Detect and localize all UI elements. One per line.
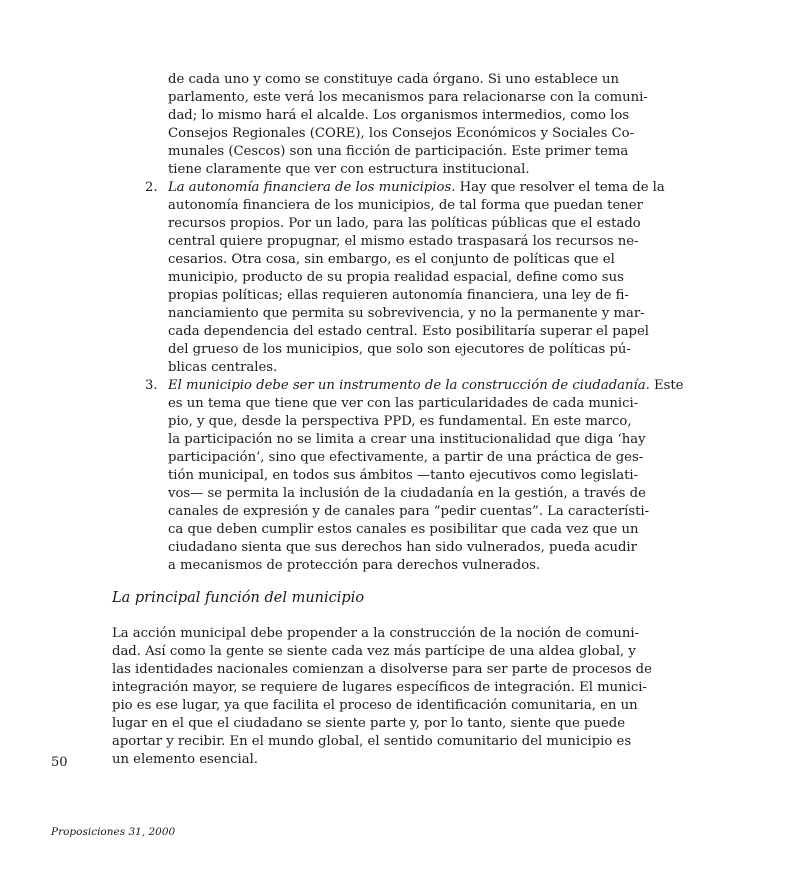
text-line: propias políticas; ellas requieren autonomía financiera, una ley de fi-	[168, 288, 629, 303]
text-line: a mecanismos de protección para derechos vulnerados.	[168, 558, 541, 573]
text-line: autonomía financiera de los municipios, de tal forma que puedan tener	[168, 198, 643, 213]
text-line: ca que deben cumplir estos canales es posibilitar que cada vez que un	[168, 522, 639, 537]
text-line: pio es ese lugar, ya que facilita el proceso de identificación comunitaria, en un	[112, 698, 638, 713]
text-line: ciudadano sienta que sus derechos han sido vulnerados, pueda acudir	[168, 540, 637, 555]
text-line: La acción municipal debe propender a la construcción de la noción de comuni-	[112, 626, 640, 641]
list-number: 2.	[145, 180, 158, 195]
text-line: dad; lo mismo hará el alcalde. Los organismos intermedios, como los	[168, 108, 630, 123]
running-footer: Proposiciones 31, 2000	[51, 826, 176, 838]
text-line: dad. Así como la gente se siente cada vez más partícipe de una aldea global, y	[112, 644, 636, 659]
text-line: aportar y recibir. En el mundo global, el sentido comunitario del municipio es	[112, 734, 632, 749]
list-item-title: El municipio debe ser un instrumento de la construcción de ciudadanía.	[168, 378, 650, 393]
text-line: canales de expresión y de canales para “pedir cuentas”. La característi-	[168, 504, 650, 519]
page-number: 50	[51, 755, 68, 770]
text-line: cesarios. Otra cosa, sin embargo, es el conjunto de políticas que el	[168, 252, 615, 267]
text-line: la participación no se limita a crear una institucionalidad que diga ‘hay	[168, 432, 646, 447]
text-line: tión municipal, en todos sus ámbitos —tanto ejecutivos como legislati-	[168, 468, 639, 483]
list-item-title: La autonomía financiera de los municipios	[168, 180, 452, 195]
text-line: nanciamiento que permita su sobrevivencia, y no la permanente y mar-	[168, 306, 645, 321]
text-line: central quiere propugnar, el mismo estado traspasará los recursos ne-	[168, 234, 639, 249]
text-line: integración mayor, se requiere de lugares específicos de integración. El munici-	[112, 680, 647, 695]
text-line: municipio, producto de su propia realidad espacial, define como sus	[168, 270, 624, 285]
list-item-first-line	[168, 377, 684, 395]
text-line: las identidades nacionales comienzan a disolverse para ser parte de procesos de	[112, 662, 652, 677]
list-number: 3.	[145, 378, 158, 393]
list-item-text: Este	[649, 378, 684, 393]
text-line: recursos propios. Por un lado, para las políticas públicas que el estado	[168, 216, 641, 231]
text-line: munales (Cescos) son una ficción de participación. Este primer tema	[168, 144, 629, 159]
text-line: blicas centrales.	[168, 360, 278, 375]
text-line: lugar en el que el ciudadano se siente parte y, por lo tanto, siente que puede	[112, 716, 626, 731]
text-line: un elemento esencial.	[112, 752, 258, 767]
text-line: tiene claramente que ver con estructura institucional.	[168, 162, 530, 177]
text-line: parlamento, este verá los mecanismos para relacionarse con la comuni-	[168, 90, 648, 105]
text-line: cada dependencia del estado central. Esto posibilitaría superar el papel	[168, 324, 650, 339]
list-item-text: . Hay que resolver el tema de la	[451, 180, 665, 195]
text-line: es un tema que tiene que ver con las particularidades de cada munici-	[168, 396, 639, 411]
list-item-first-line	[168, 179, 665, 197]
text-line: vos— se permita la inclusión de la ciudadanía en la gestión, a través de	[168, 486, 646, 501]
text-line: del grueso de los municipios, que solo son ejecutores de políticas pú-	[168, 342, 631, 357]
text-line: de cada uno y como se constituye cada órgano. Si uno establece un	[168, 72, 620, 87]
text-line: pio, y que, desde la perspectiva PPD, es fundamental. En este marco,	[168, 414, 632, 429]
text-line: participación’, sino que efectivamente, a partir de una práctica de ges-	[168, 450, 644, 465]
section-heading: La principal función del municipio	[112, 590, 365, 606]
text-line: Consejos Regionales (CORE), los Consejos Económicos y Sociales Co-	[168, 126, 635, 141]
